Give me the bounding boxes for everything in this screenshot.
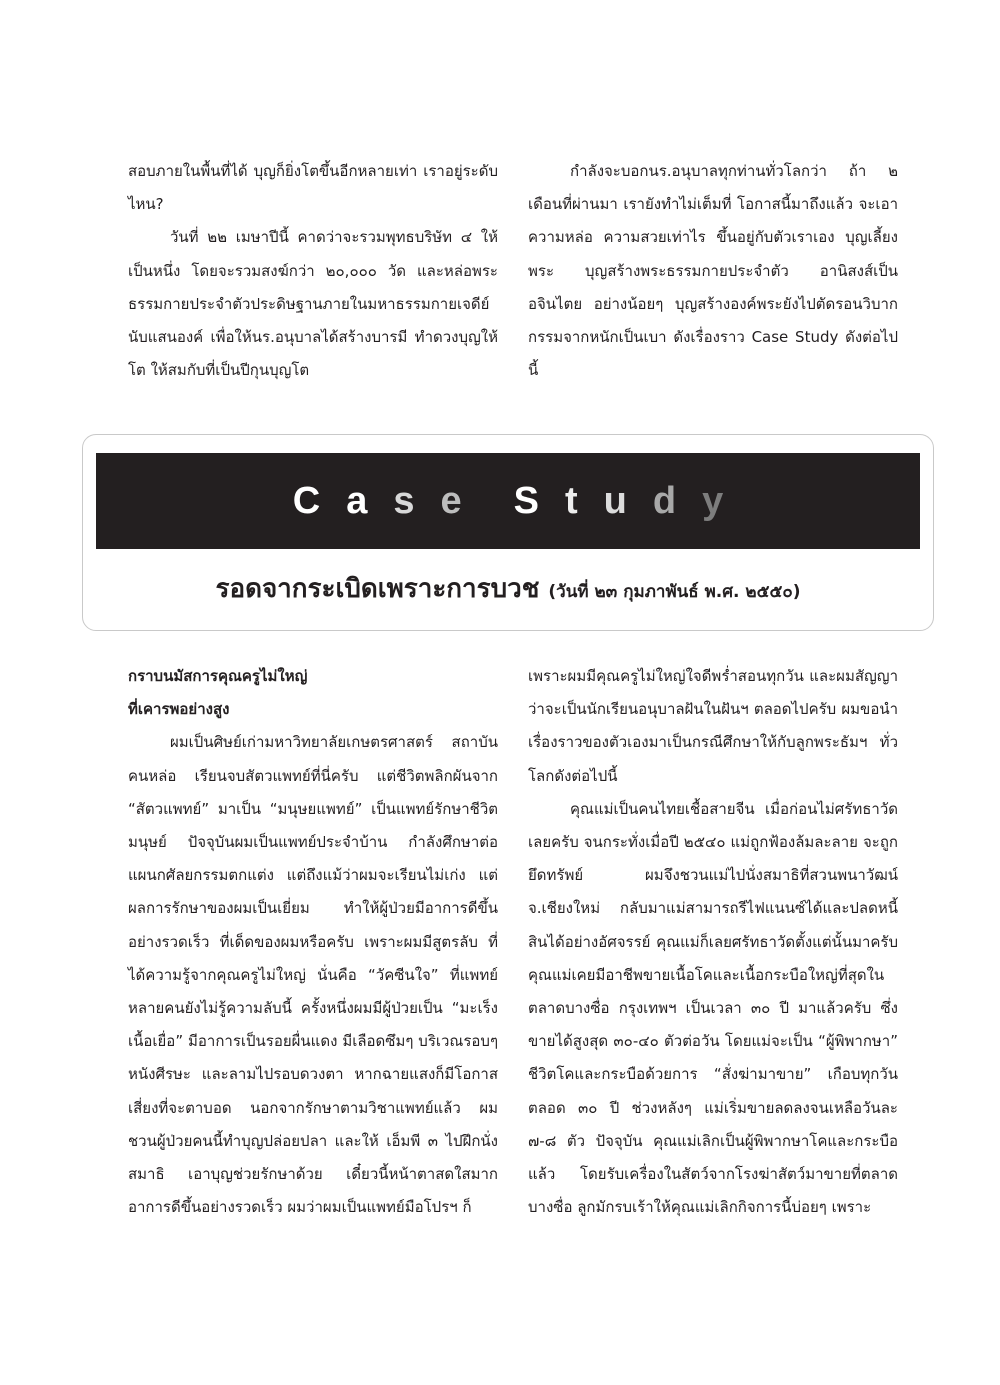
paragraph: วันที่ ๒๒ เมษาปีนี้ คาดว่าจะรวมพุทธบริษัท ๔ ให้เป็นหนึ่ง โดยจะรวมสงฆ์กว่า ๒๐,๐๐๐ วัด และหล่อพระธรรมกายประจำตัวประดิษฐานภายในมหาธรรมกายเจดีย์นับแสนองค์ เพื่อให้นร.อนุบาลได้สร้างบารมี ทำดวงบุญให้โต ให้สมกับที่เป็นปีกุนบุญโต [128,228,498,380]
bottom-right-column [528,660,898,1224]
case-study-letter: a [346,479,390,522]
paragraph: กำลังจะบอกนร.อนุบาลทุกท่านทั่วโลกว่า ถ้า ๒ เดือนที่ผ่านมา เรายังทำไม่เต็มที่ โอกาสนี้มาถึงแล้ว จะเอาความหล่อ ความสวยเท่าไร ขึ้นอยู่กับตัวเราเอง บุญเลี้ยงพระ บุญสร้างพระธรรมกายประจำตัว อานิสงส์เป็นอจินไตย อย่างน้อยๆ บุญสร้างองค์พระยังไปตัดรอนวิบากกรรมจากหนักเป็นเบา ดังเรื่องราว Case Study ดังต่อไปนี้ [528,162,898,380]
case-study-letter: C [292,479,343,522]
bottom-left-column [128,660,498,1224]
case-study-letter: d [652,479,699,522]
paragraph: เพราะผมมีคุณครูไม่ใหญ่ใจดีพร่ำสอนทุกวัน และผมสัญญาว่าจะเป็นนักเรียนอนุบาลฝันในฝันฯ ตลอดไปครับ ผมขอนำเรื่องราวของตัวเองมาเป็นกรณีศึกษาให้กับลูกพระธัมฯ ทั่วโลกดังต่อไปนี้ [528,667,898,785]
case-study-heading [271,480,745,523]
case-study-letter: e [440,479,484,522]
top-left-column [128,155,498,387]
top-right-column [528,155,898,387]
paragraph: ผมเป็นศิษย์เก่ามหาวิทยาลัยเกษตรศาสตร์ สถาบันคนหล่อ เรียนจบสัตวแพทย์ที่นี่ครับ แต่ชีวิตพลิกผันจาก “สัตวแพทย์” มาเป็น “มนุษยแพทย์” เป็นแพทย์รักษาชีวิตมนุษย์ ปัจจุบันผมเป็นแพทย์ประจำบ้าน กำลังศึกษาต่อแผนกศัลยกรรมตกแต่ง แต่ถึงแม้ว่าผมจะเรียนไม่เก่ง แต่ผลการรักษาของผมเป็นเยี่ยม ทำให้ผู้ป่วยมีอาการดีขึ้นอย่างรวดเร็ว ที่เด็ดของผมหรือครับ เพราะผมมีสูตรลับ ที่ได้ความรู้จากคุณครูไม่ใหญ่ นั่นคือ “วัคซีนใจ” ที่แพทย์หลายคนยังไม่รู้ความลับนี้ ครั้งหนึ่งผมมีผู้ป่วยเป็น “มะเร็งเนื้อเยื่อ” มีอาการเป็นรอยผื่นแดง มีเลือดซึมๆ บริเวณรอบๆ หนังศีรษะ และลามไปรอบดวงตา หากฉายแสงก็มีโอกาสเสี่ยงที่จะตาบอด นอกจากรักษาตามวิชาแพทย์แล้ว ผมชวนผู้ป่วยคนนี้ทำบุญปล่อยปลา และให้ เอ็มพี ๓ ไปฝึกนั่งสมาธิ เอาบุญช่วยรักษาด้วย เดี๋ยวนี้หน้าตาสดใสมาก อาการดีขึ้นอย่างรวดเร็ว ผมว่าผมเป็นแพทย์มือโปรฯ ก็ [128,733,498,1217]
paragraph: สอบภายในพื้นที่ได้ บุญก็ยิ่งโตขึ้นอีกหลายเท่า เราอยู่ระดับไหน? [128,162,498,214]
case-study-letter: S [513,479,561,522]
case-study-banner [96,453,920,549]
paragraph: คุณแม่เป็นคนไทยเชื้อสายจีน เมื่อก่อนไม่ศรัทธาวัดเลยครับ จนกระทั่งเมื่อปี ๒๕๔๐ แม่ถูกฟ้องล้มละลาย จะถูกยึดทรัพย์ ผมจึงชวนแม่ไปนั่งสมาธิที่สวนพนาวัฒน์ จ.เชียงใหม่ กลับมาแม่สามารถรีไฟแนนซ์ได้และปลดหนี้สินได้อย่างอัศจรรย์ คุณแม่ก็เลยศรัทธาวัดตั้งแต่นั้นมาครับ คุณแม่เคยมีอาชีพขายเนื้อโคและเนื้อกระบือใหญ่ที่สุดในตลาดบางซื่อ กรุงเทพฯ เป็นเวลา ๓๐ ปี มาแล้วครับ ซึ่งขายได้สูงสุด ๓๐-๔๐ ตัวต่อวัน โดยแม่จะเป็น “ผู้พิพากษา” ชีวิตโคและกระบือด้วยการ “สั่งฆ่ามาขาย” เกือบทุกวันตลอด ๓๐ ปี ช่วงหลังๆ แม่เริ่มขายลดลงจนเหลือวันละ ๗-๘ ตัว ปัจจุบัน คุณแม่เลิกเป็นผู้พิพากษาโคและกระบือแล้ว โดยรับเครื่องในสัตว์จากโรงฆ่าสัตว์มาขายที่ตลาดบางซื่อ ลูกมักรบเร้าให้คุณแม่เลิกกิจการนี้บ่อยๆ เพราะ [528,799,898,1217]
case-study-letter: u [603,479,649,522]
letter-heading-line2: ที่เคารพอย่างสูง [128,700,230,719]
case-study-title [82,568,934,609]
case-study-letter: t [565,479,600,522]
case-study-letter: s [393,479,437,522]
letter-heading-line1: กราบนมัสการคุณครูไม่ใหญ่ [128,667,308,685]
case-study-letter: y [702,479,746,522]
case-study-title-text: รอดจากระเบิดเพราะการบวช [215,574,540,604]
case-study-date: (วันที่ ๒๓ กุมภาพันธ์ พ.ศ. ๒๕๕๐) [548,582,801,602]
